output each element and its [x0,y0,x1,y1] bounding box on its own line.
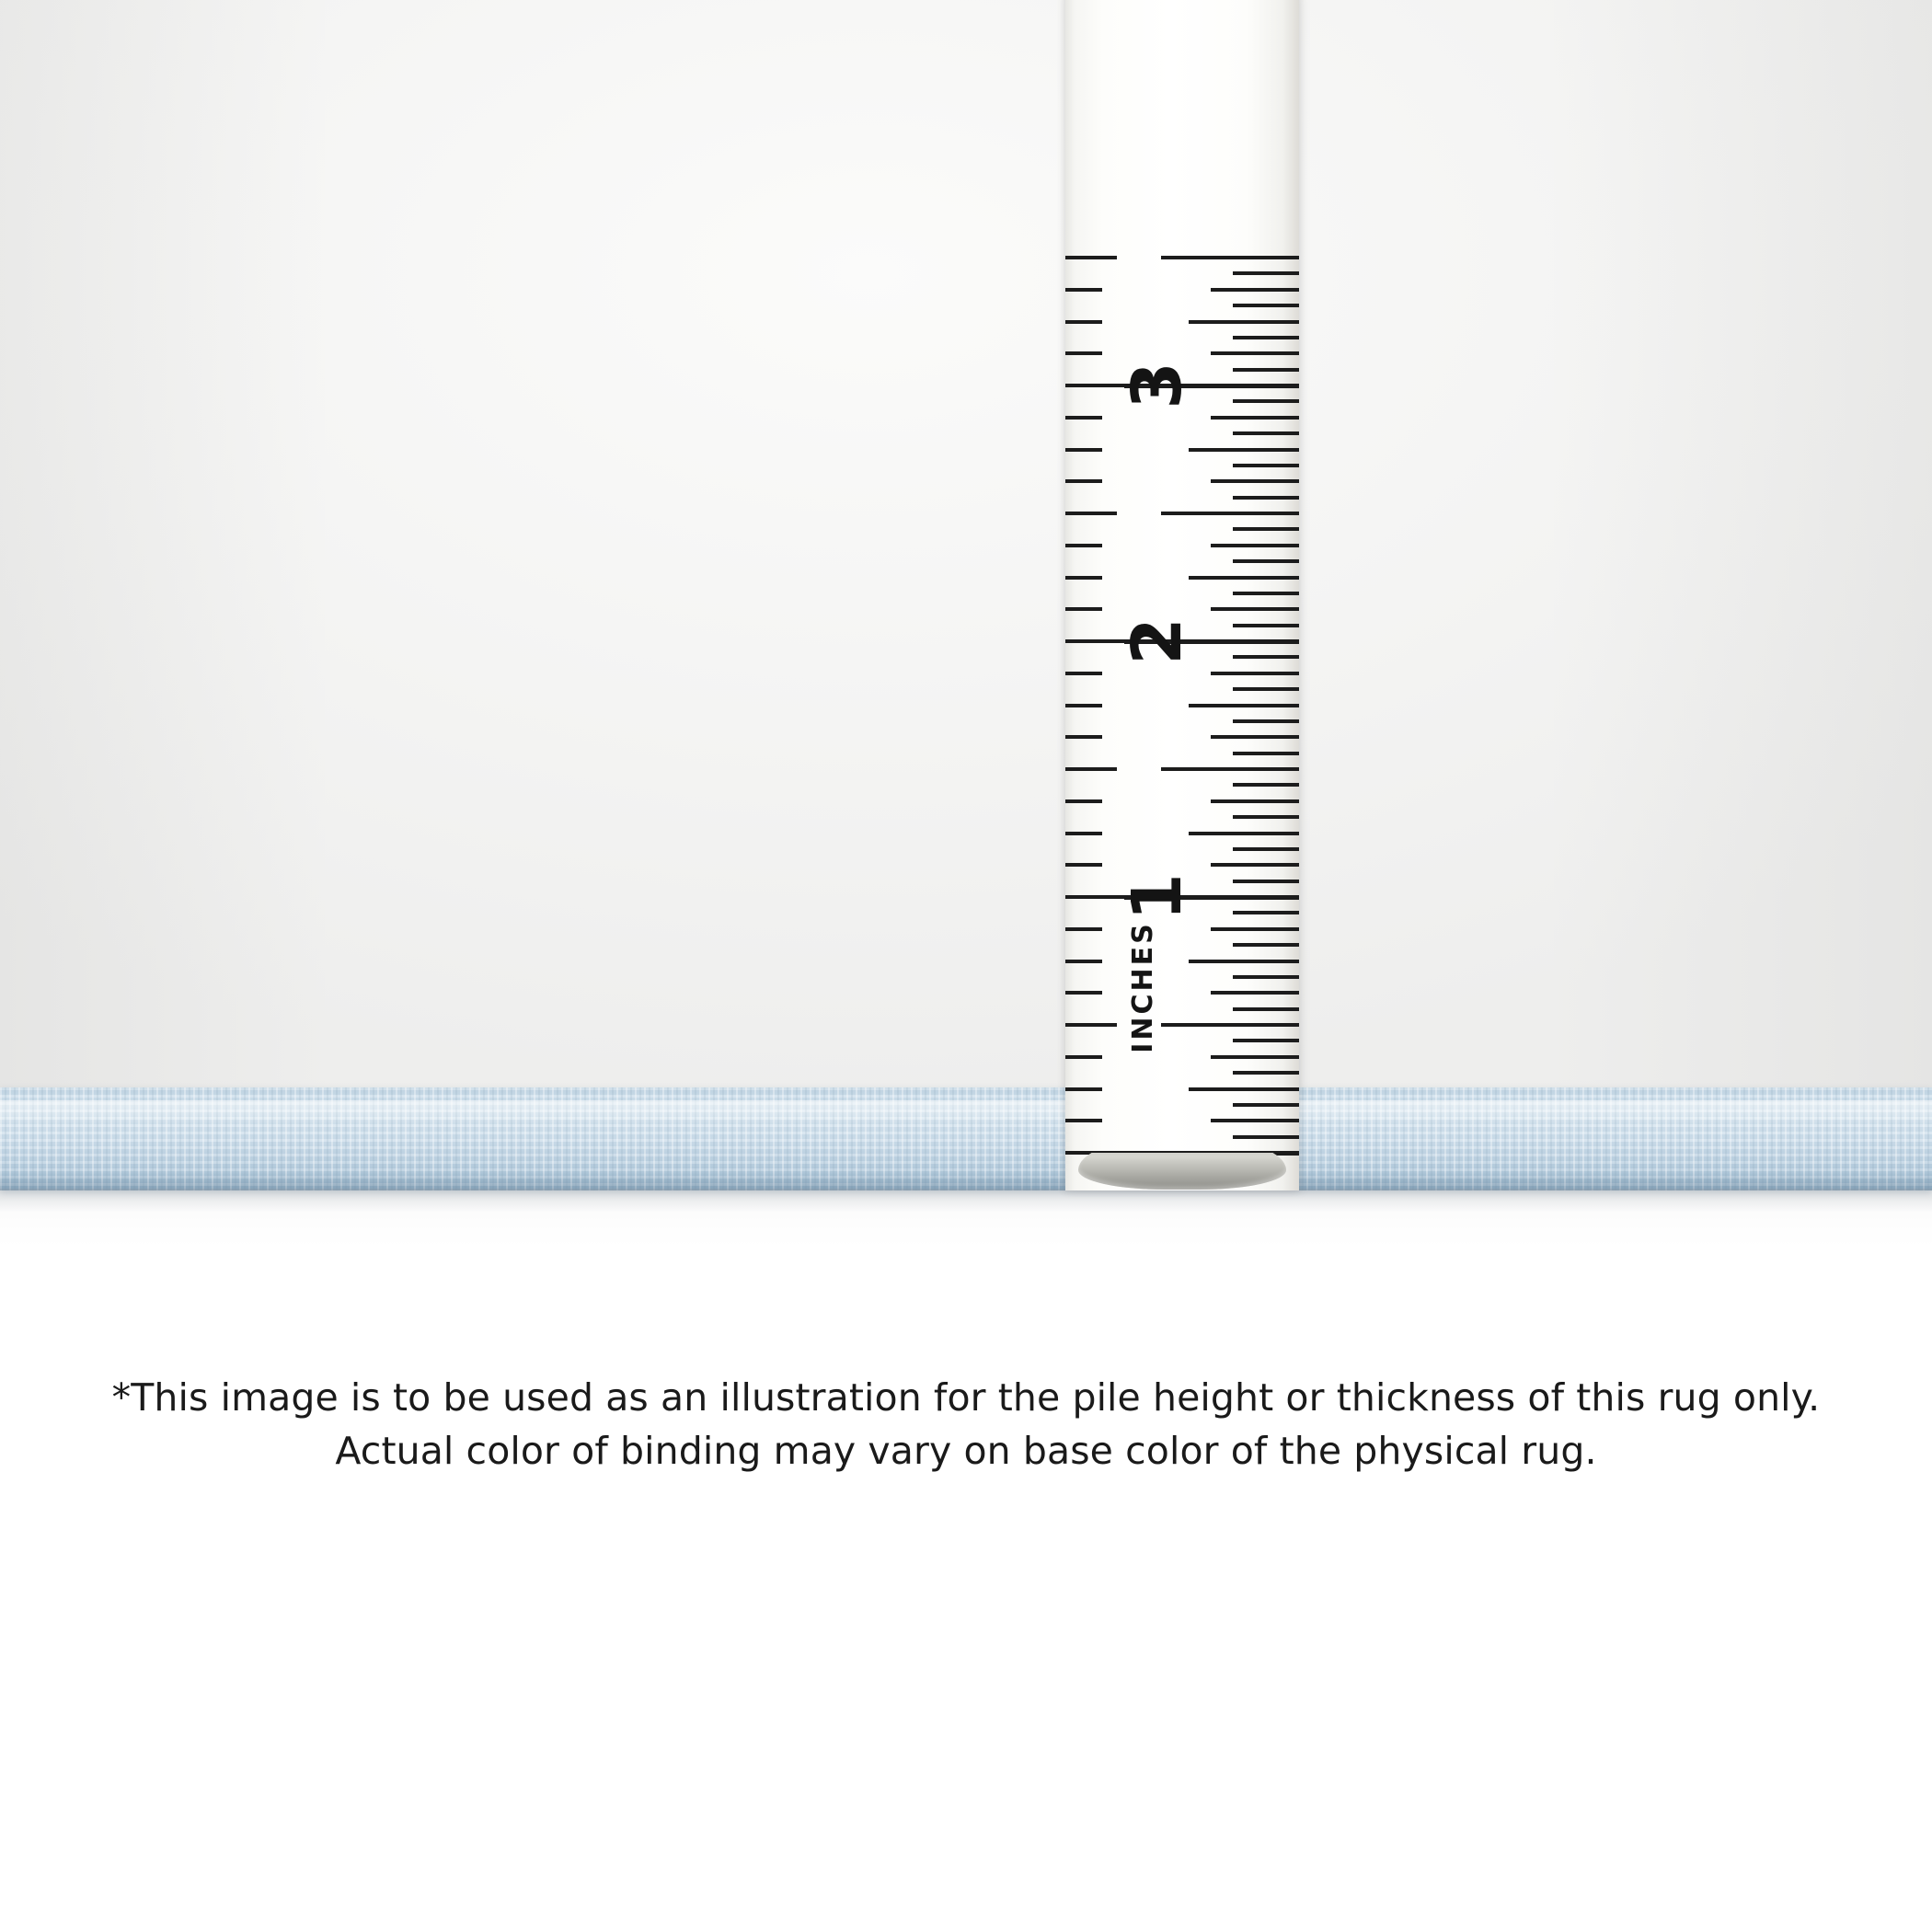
ruler-tick [1189,704,1299,707]
ruler-tick [1211,351,1299,355]
ruler-tick [1211,1119,1299,1122]
ruler-tick-secondary [1065,927,1102,931]
ruler-tick [1161,767,1299,771]
ruler-tick [1189,1087,1299,1091]
ruler-tick [1233,1103,1299,1107]
ruler-tick [1233,559,1299,563]
ruler-tick [1233,271,1299,275]
ruler-tick [1233,1039,1299,1042]
ruler-tick [1233,783,1299,787]
ruler-tick [1233,687,1299,691]
ruler-inch-number: 3 [1118,362,1197,409]
ruler-tick [1189,320,1299,324]
ruler-tick [1211,288,1299,292]
ruler-tick-secondary [1065,960,1102,963]
ruler-tick [1211,927,1299,931]
ruler-tick [1211,799,1299,803]
rug-drop-shadow [0,1189,1932,1213]
ruler-tick [1189,832,1299,835]
ruler-tick [1211,544,1299,547]
ruler-inch-number: 2 [1118,617,1197,665]
ruler-tick [1189,960,1299,963]
ruler-tick [1233,431,1299,435]
ruler-tick [1233,304,1299,307]
ruler-tick [1189,576,1299,580]
caption-line-2: Actual color of binding may vary on base color of the physical rug. [335,1429,1597,1474]
ruler-tick-secondary [1065,704,1102,707]
backdrop-shadow-left [0,0,331,1090]
ruler-tick [1233,1007,1299,1011]
ruler-tick [1233,527,1299,531]
ruler-tick [1233,880,1299,883]
ruler-tick-secondary [1065,767,1117,771]
ruler-tick-secondary [1065,351,1102,355]
ruler-tick-secondary [1065,512,1117,515]
ruler-tick [1211,863,1299,867]
ruler-tick [1233,655,1299,659]
ruler-tick [1233,496,1299,500]
ruler-tick-secondary [1065,448,1102,452]
ruler-tick [1233,1071,1299,1075]
ruler-tick-secondary [1065,863,1102,867]
ruler-tick-secondary [1065,576,1102,580]
ruler-tick-secondary [1065,1119,1102,1122]
ruler-tick-secondary [1065,735,1102,739]
ruler-tick [1233,1135,1299,1139]
ruler-tick-secondary [1065,607,1102,611]
ruler-tick [1233,592,1299,595]
ruler-tick-secondary [1065,1055,1102,1059]
ruler-tick-secondary [1065,416,1102,420]
ruler-tick-secondary [1065,1023,1117,1027]
ruler-tick [1233,719,1299,723]
ruler-tick-secondary [1065,288,1102,292]
ruler-tick [1211,991,1299,995]
measuring-ruler [1065,0,1299,1190]
ruler-tick [1211,479,1299,483]
ruler-tick [1233,752,1299,755]
ruler-unit-label: INCHES [1127,921,1159,1053]
caption-line-1: *This image is to be used as an illustration for the pile height or thickness of this rug only. [111,1375,1821,1420]
backdrop-shadow-right [1546,0,1932,1090]
ruler-tick-secondary [1065,256,1117,259]
ruler-inch-number: 1 [1118,873,1197,921]
ruler-tick-secondary [1065,799,1102,803]
ruler-tick-secondary [1065,991,1102,995]
ruler-tick [1233,399,1299,403]
ruler-tick [1211,607,1299,611]
ruler-tick [1161,256,1299,259]
ruler-tick [1211,735,1299,739]
ruler-tick [1233,336,1299,339]
ruler-tick [1211,672,1299,675]
ruler-tick [1233,624,1299,627]
ruler-tick-secondary [1065,320,1102,324]
ruler-tick-secondary [1065,832,1102,835]
ruler-tick [1189,448,1299,452]
ruler-tick [1233,815,1299,819]
ruler-tick-secondary [1065,1087,1102,1091]
ruler-tick-secondary [1065,479,1102,483]
ruler-tick-secondary [1065,544,1102,547]
rug-binding-shadow [0,1172,1932,1190]
ruler-tick [1211,416,1299,420]
ruler-tick [1161,512,1299,515]
ruler-tick [1233,847,1299,851]
ruler-tick-secondary [1065,672,1102,675]
ruler-tick [1211,1055,1299,1059]
ruler-tick [1233,464,1299,467]
ruler-tick [1233,368,1299,372]
ruler-tick [1233,975,1299,979]
ruler-tick [1233,943,1299,947]
ruler-metal-tip [1065,1153,1299,1191]
rug-binding-edge [0,1087,1932,1190]
ruler-tick [1233,911,1299,914]
ruler-tick [1161,1023,1299,1027]
rug-binding-highlight [0,1100,1932,1124]
disclaimer-caption [0,1371,1932,1478]
ruler-tip-metal-cap [1078,1153,1286,1190]
